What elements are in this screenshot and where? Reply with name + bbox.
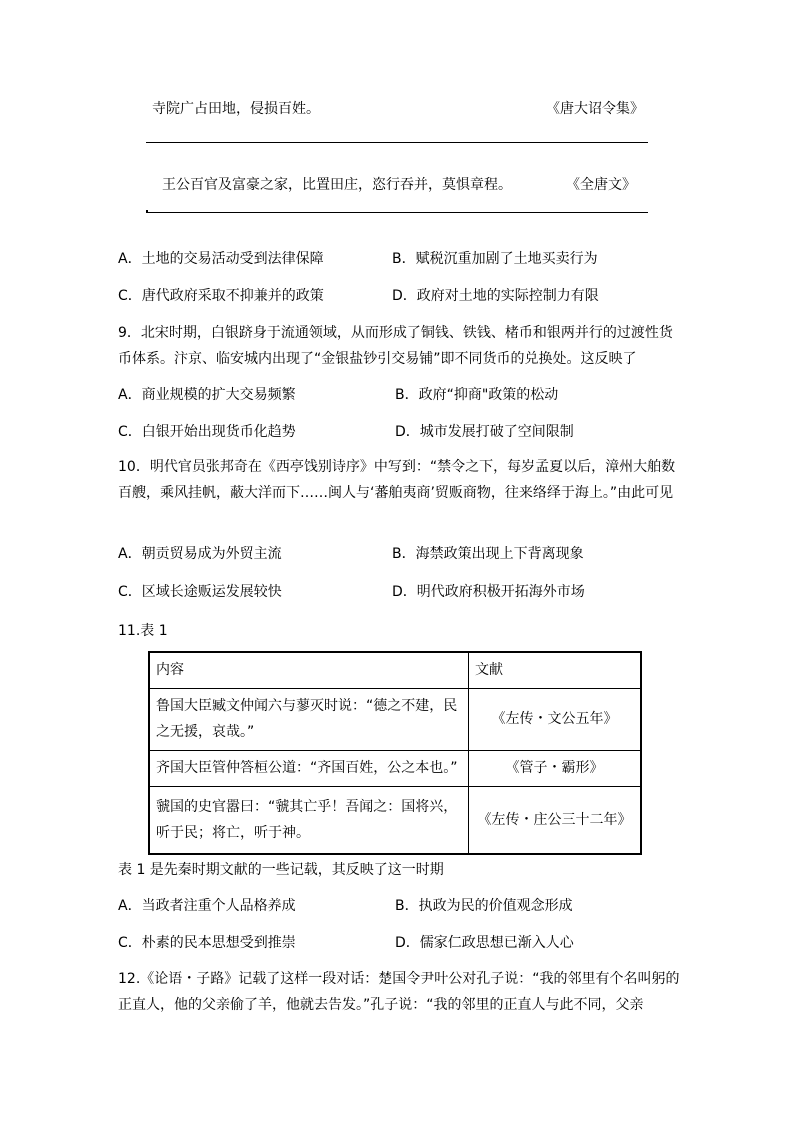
- q10-option-a: A．朝贡贸易成为外贸主流: [118, 546, 282, 562]
- q10-stem: 10．明代官员张邦奇在《西亭饯别诗序》中写到：“禁令之下，每岁孟夏以后，漳州大舶数百艘，乘风挂帆，蔽大洋而下……闽人与‘蕃舶夷商’贸贩商物，往来络绎于海上。”由此可见: [118, 459, 676, 501]
- q8-option-a: A．土地的交易活动受到法律保障: [118, 251, 324, 267]
- q10-option-c: C．区域长途贩运发展较快: [118, 584, 282, 600]
- quote-2-source: 《全唐文》: [566, 177, 636, 193]
- table-cell-source: 《左传・文公五年》: [469, 688, 642, 750]
- table-header-source: 文献: [469, 652, 642, 688]
- q9-option-b: B．政府“抑商"政策的松动: [395, 387, 559, 403]
- table-cell-source: 《管子・霸形》: [469, 750, 642, 786]
- quote-1-text: 寺院广占田地，侵损百姓。: [152, 101, 320, 117]
- quote-2-divider: [146, 212, 648, 213]
- q8-option-d: D．政府对土地的实际控制力有限: [392, 288, 599, 304]
- table-cell-content: 齐国大臣管仲答桓公道：“齐国百姓，公之本也。”: [149, 750, 469, 786]
- table-cell-content: 虢国的史官嚣曰：“虢其亡乎！吾闻之：国将兴，听于民；将亡，听于神。: [149, 786, 469, 854]
- q8-option-b: B．赋税沉重加剧了土地买卖行为: [392, 251, 598, 267]
- q9-option-d: D．城市发展打破了空间限制: [395, 424, 574, 440]
- table-row: [149, 688, 641, 750]
- q11-stem: 表 1 是先秦时期文献的一些记载，其反映了这一时期: [118, 862, 444, 878]
- quote-1-divider: [146, 142, 648, 143]
- q9-option-a: A．商业规模的扩大交易频繁: [118, 387, 296, 403]
- table-cell-content: 鲁国大臣臧文仲闻六与蓼灭时说：“德之不建，民之无援，哀哉。”: [149, 688, 469, 750]
- q11-option-d: D．儒家仁政思想已渐入人心: [395, 935, 574, 951]
- q11-label: 11.表 1: [118, 623, 168, 639]
- q10-option-b: B．海禁政策出现上下背离现象: [392, 546, 584, 562]
- q11-option-a: A．当政者注重个人品格养成: [118, 898, 296, 914]
- q10-option-d: D．明代政府积极开拓海外市场: [392, 584, 585, 600]
- table-row: [149, 786, 641, 854]
- q8-option-c: C．唐代政府采取不抑兼并的政策: [118, 288, 324, 304]
- table-1: [148, 651, 642, 855]
- q9-option-c: C．白银开始出现货币化趋势: [118, 424, 296, 440]
- quote-2-text: 王公百官及富豪之家，比置田庄，恣行吞并，莫惧章程。: [162, 177, 512, 193]
- table-row: [149, 750, 641, 786]
- table-header-row: [149, 652, 641, 688]
- q11-option-b: B．执政为民的价值观念形成: [395, 898, 573, 914]
- table-cell-source: 《左传・庄公三十二年》: [469, 786, 642, 854]
- table-header-content: 内容: [149, 652, 469, 688]
- q9-stem: 9．北宋时期，白银跻身于流通领域，从而形成了铜钱、铁钱、楮币和银两并行的过渡性货币体系。汴京、临安城内出现了“金银盐钞引交易铺”即不同货币的兑换处。这反映了: [118, 325, 673, 367]
- q11-option-c: C．朴素的民本思想受到推崇: [118, 935, 296, 951]
- quote-1-source: 《唐大诏令集》: [546, 101, 644, 117]
- q12-stem: 12.《论语・子路》记载了这样一段对话：楚国令尹叶公对孔子说：“我的邻里有个名叫躬的正直人，他的父亲偷了羊，他就去告发。”孔子说：“我的邻里的正直人与此不同，父亲: [118, 971, 680, 1013]
